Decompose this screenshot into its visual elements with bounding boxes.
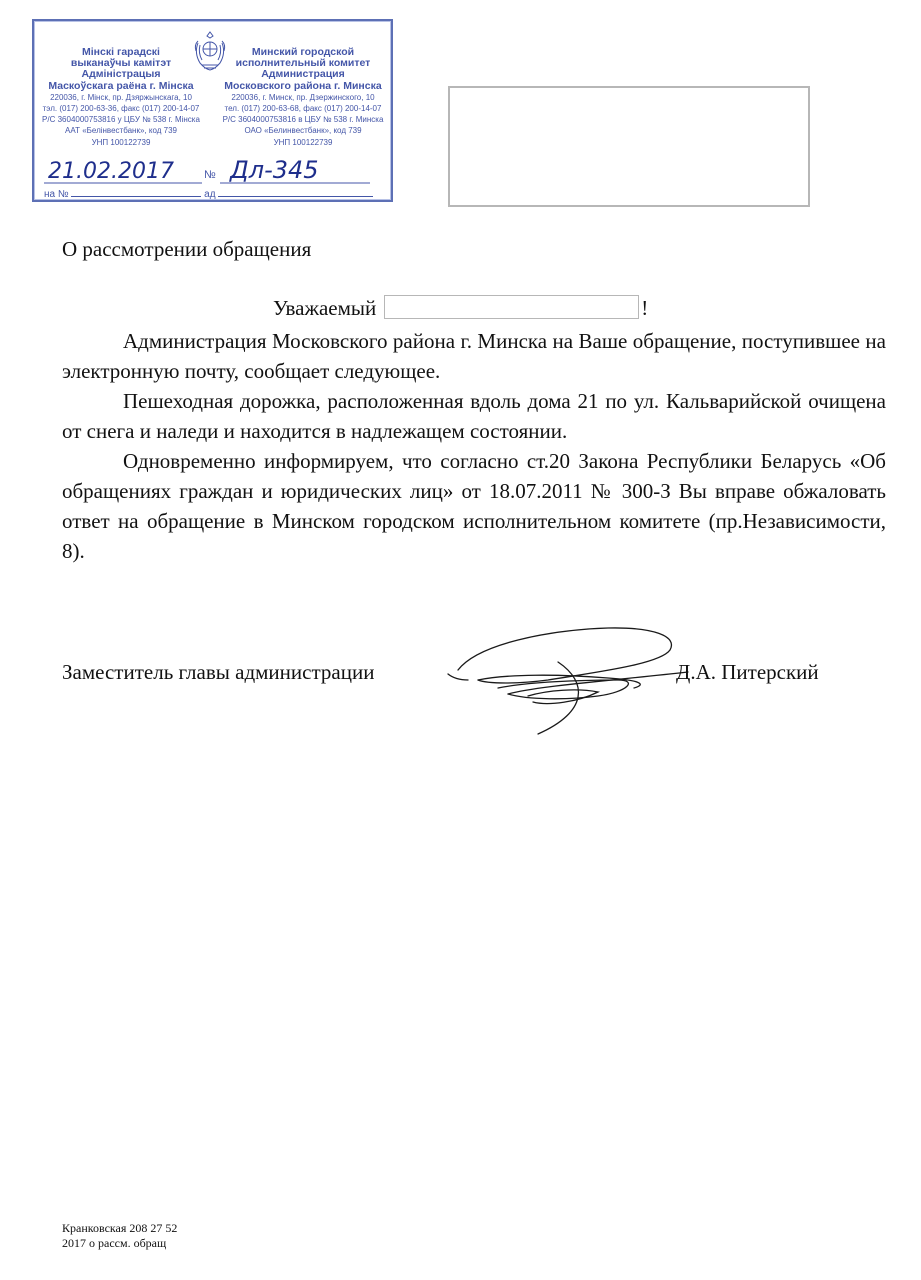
ad-label: ад bbox=[204, 189, 216, 200]
signatory-role: Заместитель главы администрации bbox=[62, 660, 375, 684]
stamp-bank: ОАО «Белинвестбанк», код 739 bbox=[244, 126, 362, 136]
stamp-line: Администрация bbox=[261, 68, 345, 81]
letter-subject: О рассмотрении обращения bbox=[62, 237, 312, 261]
footer-executor: Кранковская 208 27 52 bbox=[62, 1221, 178, 1235]
na-label: на № bbox=[44, 189, 69, 200]
stamp-line: Адміністрацыя bbox=[81, 68, 161, 81]
stamp-russian-text bbox=[218, 47, 388, 148]
stamp-line: Мінскі гарадскі bbox=[82, 46, 160, 58]
number-label: № bbox=[204, 169, 216, 181]
stamp-line: Московского района г. Минска bbox=[224, 79, 382, 92]
stamp-belarusian-text bbox=[36, 47, 206, 148]
na-underline bbox=[71, 187, 201, 197]
stamp-account: Р/С 3604000753816 у ЦБУ № 538 г. Мінска bbox=[42, 115, 200, 125]
stamp-phone: тел. (017) 200-63-68, факс (017) 200-14-07 bbox=[224, 104, 382, 114]
stamp-bank: ААТ «Белінвестбанк», код 739 bbox=[65, 126, 177, 136]
stamp-line: исполнительный комитет bbox=[235, 57, 371, 70]
handwritten-signature bbox=[438, 622, 698, 742]
greeting bbox=[273, 295, 648, 321]
handwritten-number bbox=[220, 152, 370, 186]
stamp-address: 220036, г. Мінск, пр. Дзяржынскага, 10 bbox=[50, 92, 192, 102]
footer-note bbox=[62, 1221, 177, 1251]
stamp-unp: УНП 100122739 bbox=[91, 137, 151, 147]
stamp-line: Маскоўскага раёна г. Мінска bbox=[48, 79, 194, 92]
handwritten-date bbox=[44, 159, 204, 185]
letter-body bbox=[62, 326, 886, 566]
stamp-line: выканаўчы камітэт bbox=[70, 57, 172, 70]
stamp-account: Р/С 3604000753816 в ЦБУ № 538 г. Минска bbox=[222, 115, 384, 125]
redacted-name bbox=[384, 295, 639, 319]
stamp-address: 220036, г. Минск, пр. Дзержинского, 10 bbox=[231, 92, 375, 102]
reference-row bbox=[44, 187, 384, 200]
svg-text:Дл-345: Дл-345 bbox=[230, 156, 319, 184]
svg-text:21.02.2017: 21.02.2017 bbox=[48, 159, 174, 184]
redacted-addressee bbox=[448, 86, 810, 207]
body-paragraph: Администрация Московского района г. Минска на Ваше обращение, поступившее на электронную почту, сообщает следующее. bbox=[62, 329, 886, 383]
stamp-unp: УНП 100122739 bbox=[273, 137, 333, 147]
greeting-word: Уважаемый bbox=[273, 296, 377, 320]
greeting-end: ! bbox=[641, 296, 649, 320]
ad-underline bbox=[218, 187, 373, 197]
footer-file-ref: 2017 о рассм. обращ bbox=[62, 1236, 167, 1250]
body-paragraph: Пешеходная дорожка, расположенная вдоль дома 21 по ул. Кальварийской очищена от снега и наледи и находится в надлежащем состоянии. bbox=[62, 389, 886, 443]
signatory-name: Д.А. Питерский bbox=[676, 660, 819, 684]
body-paragraph: Одновременно информируем, что согласно ст.20 Закона Республики Беларусь «Об обращениях граждан и юридических лиц» от 18.07.2011 № 300-З Вы вправе обжаловать ответ на обращение в Минском городском исполнительном комитете (пр.Независимости, 8). bbox=[62, 449, 886, 563]
registration-stamp bbox=[32, 19, 393, 202]
stamp-phone: тэл. (017) 200-63-36, факс (017) 200-14-07 bbox=[42, 104, 200, 114]
stamp-line: Минский городской bbox=[251, 46, 355, 58]
